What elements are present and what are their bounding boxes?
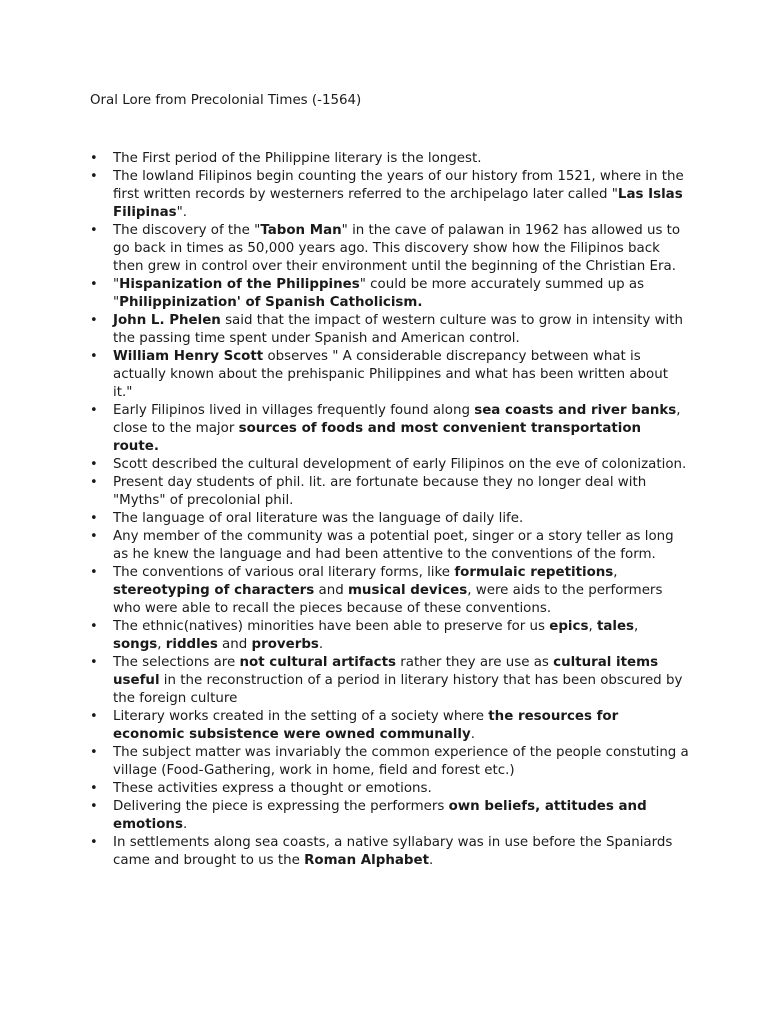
bullet-item xyxy=(90,834,690,870)
bullet-list xyxy=(90,150,690,870)
bold-text: Tabon Man xyxy=(260,223,342,238)
bold-text: musical devices xyxy=(347,583,468,598)
text-run: The lowland Filipinos begin counting the years of our history from 1521, where in the first written records by westerners referred to the archipelago later called " xyxy=(113,169,684,202)
text-run: in the reconstruction of a period in literary history that has been obscured by the foreign culture xyxy=(113,673,683,706)
bold-text: Hispanization of the Philippines xyxy=(119,277,360,292)
text-run: and xyxy=(314,583,348,598)
bullet-item xyxy=(90,222,690,276)
bold-text: not cultural artifacts xyxy=(239,655,396,670)
bullet-item xyxy=(90,564,690,618)
bullet-item xyxy=(90,654,690,708)
document-title: Oral Lore from Precolonial Times (-1564) xyxy=(90,93,362,108)
text-run: , xyxy=(157,637,166,652)
text-run: . xyxy=(428,853,434,868)
bullet-item xyxy=(90,528,690,564)
bullet-item xyxy=(90,708,690,744)
text-run: The language of oral literature was the language of daily life. xyxy=(113,511,524,526)
bold-text: cultural items useful xyxy=(113,655,659,688)
text-run: " xyxy=(113,277,120,292)
bullet-item xyxy=(90,474,690,510)
bold-text: Philippinization' of Spanish Catholicism. xyxy=(119,295,423,310)
text-run: The First period of the Philippine literary is the longest. xyxy=(113,151,482,166)
bullet-item xyxy=(90,780,690,798)
bold-text: proverbs xyxy=(251,637,319,652)
text-run: Scott described the cultural development of early Filipinos on the eve of colonization. xyxy=(113,457,687,472)
bullet-item xyxy=(90,402,690,456)
bold-text: songs xyxy=(113,637,158,652)
bold-text: epics xyxy=(549,619,589,634)
bullet-item xyxy=(90,744,690,780)
bold-text: formulaic repetitions xyxy=(454,565,614,580)
bold-text: Las Islas Filipinas xyxy=(113,187,683,220)
text-run: These activities express a thought or emotions. xyxy=(113,781,432,796)
text-run: said that the impact of western culture was to grow in intensity with the passing time spent under Spanish and American control. xyxy=(113,313,683,346)
bullet-item xyxy=(90,618,690,654)
text-run: observes " A considerable discrepancy between what is actually known about the prehispanic Philippines and what has been written about it." xyxy=(113,349,668,400)
text-run: The selections are xyxy=(113,655,240,670)
text-run: Delivering the piece is expressing the performers xyxy=(113,799,449,814)
bold-text: tales xyxy=(596,619,635,634)
bold-text: stereotyping of characters xyxy=(113,583,315,598)
text-run: , xyxy=(588,619,597,634)
bold-text: the resources for economic subsistence were owned communally xyxy=(113,709,619,742)
text-run: ". xyxy=(176,205,188,220)
bullet-item xyxy=(90,312,690,348)
text-run: rather they are use as xyxy=(395,655,554,670)
text-run: " in the cave of palawan in 1962 has allowed us to go back in times as 50,000 years ago. This discovery show how the Filipinos back then grew in control over their environment until the beginning of the Christian Era. xyxy=(113,223,681,274)
text-run: . xyxy=(470,727,475,742)
text-run: The discovery of the " xyxy=(113,223,261,238)
text-run: , xyxy=(634,619,639,634)
text-run: The subject matter was invariably the common experience of the people constuting a village (Food-Gathering, work in home, field and forest etc.) xyxy=(113,745,689,778)
bold-text: own beliefs, attitudes and emotions xyxy=(113,799,647,832)
text-run: Early Filipinos lived in villages frequently found along xyxy=(113,403,475,418)
bold-text: riddles xyxy=(165,637,218,652)
bold-text: William Henry Scott xyxy=(113,349,264,364)
bold-text: sea coasts and river banks xyxy=(474,403,677,418)
text-run: Literary works created in the setting of a society where xyxy=(113,709,489,724)
bullet-item xyxy=(90,150,690,168)
text-run: . xyxy=(182,817,188,832)
text-run: The ethnic(natives) minorities have been able to preserve for us xyxy=(113,619,550,634)
bullet-item xyxy=(90,168,690,222)
text-run: and xyxy=(217,637,252,652)
text-run: " could be more accurately summed up as " xyxy=(113,277,645,310)
text-run: , xyxy=(613,565,618,580)
text-run: Present day students of phil. lit. are fortunate because they no longer deal with "Myths" of precolonial phil. xyxy=(113,475,647,508)
bold-text: John L. Phelen xyxy=(113,313,221,328)
bullet-item xyxy=(90,276,690,312)
text-run: Any member of the community was a potential poet, singer or a story teller as long as he knew the language and had been attentive to the conventions of the form. xyxy=(113,529,674,562)
bold-text: Roman Alphabet xyxy=(304,853,429,868)
bullet-item xyxy=(90,798,690,834)
text-run: , were aids to the performers who were able to recall the pieces because of these conventions. xyxy=(113,583,663,616)
text-run: In settlements along sea coasts, a native syllabary was in use before the Spaniards came and brought to us the xyxy=(113,835,673,868)
text-run: The conventions of various oral literary forms, like xyxy=(113,565,455,580)
text-run: , close to the major xyxy=(113,403,681,436)
text-run: . xyxy=(318,637,324,652)
bullet-item xyxy=(90,510,690,528)
bullet-item xyxy=(90,348,690,402)
bold-text: sources of foods and most convenient transportation route. xyxy=(113,421,642,454)
bullet-item xyxy=(90,456,690,474)
